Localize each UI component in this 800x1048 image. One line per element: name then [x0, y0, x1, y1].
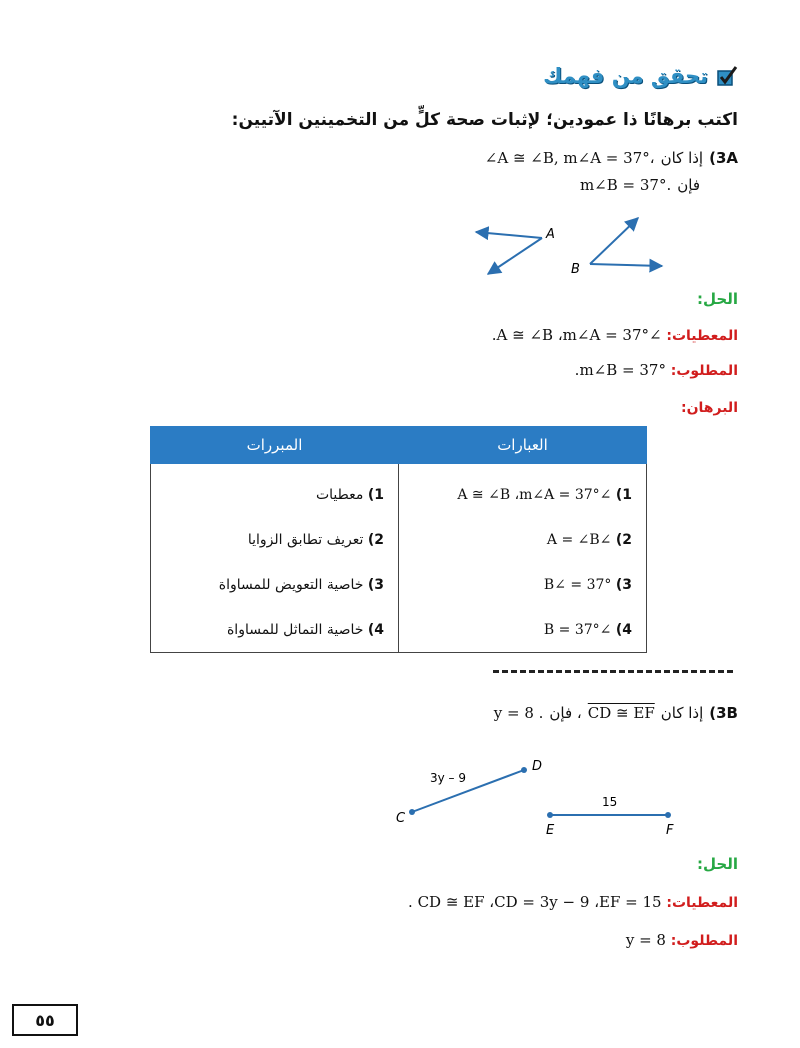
- reason: خاصية التماثل للمساواة: [226, 621, 364, 638]
- prove-math: y = 8: [625, 931, 666, 949]
- q3b-number: 3B): [709, 704, 738, 722]
- proof-label: البرهان:: [681, 400, 738, 416]
- prove-line-2: [626, 931, 738, 949]
- label-c: C: [396, 811, 406, 826]
- q3b-conclusion-math: y = 8 .: [493, 704, 544, 722]
- given-line-2: [408, 893, 738, 911]
- q3a-prefix: إذا كان: [660, 149, 704, 167]
- page-number: ٥٥: [12, 1004, 78, 1036]
- section-header: [543, 64, 738, 88]
- reason: تعريف تطابق الزوايا: [247, 531, 364, 548]
- checkbox-check-icon: [716, 65, 738, 87]
- row-number: 1): [367, 486, 384, 503]
- segment-ef-length: 15: [602, 795, 618, 809]
- label-a: A: [546, 227, 555, 242]
- two-column-proof-table: [150, 426, 647, 653]
- label-f: F: [666, 823, 674, 838]
- section-title: تحقق من فهمك: [543, 64, 708, 88]
- q3b-line: [494, 704, 738, 722]
- statement: ∠A = ∠B: [546, 531, 612, 548]
- table-row: [151, 607, 647, 653]
- angle-b: [590, 218, 662, 266]
- solution-heading: الحل:: [697, 290, 738, 308]
- segment-cd-length: 3y – 9: [430, 771, 466, 785]
- q3b-condition-math: CD ≅ EF: [587, 704, 655, 722]
- statement: 37° = ∠B: [543, 576, 612, 593]
- row-number: 1): [615, 486, 632, 503]
- segment-cd: [409, 767, 527, 815]
- row-number: 2): [367, 531, 384, 548]
- table-row: [151, 464, 647, 518]
- label-b: B: [571, 262, 580, 277]
- row-number: 3): [615, 576, 632, 593]
- proof-line: [681, 398, 738, 416]
- solution-heading: الحل:: [697, 855, 738, 873]
- q3a-conclusion-math: m∠B = 37°.: [579, 176, 672, 194]
- dashed-separator: [493, 670, 733, 673]
- given-label: المعطيات:: [666, 328, 738, 344]
- given-line-1: [492, 326, 738, 344]
- q3a-line2: [580, 176, 700, 194]
- row-number: 2): [615, 531, 632, 548]
- q3a-then: فإن: [677, 176, 700, 194]
- prove-label: المطلوب:: [670, 363, 738, 379]
- table-row: [151, 517, 647, 562]
- q3b-then: ، فإن: [549, 704, 582, 722]
- angle-a: [476, 232, 542, 274]
- angles-figure: [470, 212, 670, 284]
- instruction-text: اكتب برهانًا ذا عمودين؛ لإثبات صحة كلٍّ من التخمينين الآتيين:: [231, 110, 738, 130]
- table-row: [151, 562, 647, 607]
- label-d: D: [532, 759, 543, 774]
- statement: ∠A ≅ ∠B ،m∠A = 37°: [457, 486, 612, 503]
- row-number: 4): [615, 621, 632, 638]
- given-math: ∠A ≅ ∠B ،m∠A = 37°.: [491, 326, 662, 344]
- header-reasons: المبررات: [151, 427, 399, 464]
- q3b-prefix: إذا كان: [660, 704, 704, 722]
- label-e: E: [546, 823, 555, 838]
- reason: معطيات: [315, 486, 364, 503]
- statement: ∠B = 37°: [543, 621, 612, 638]
- given-label: المعطيات:: [666, 895, 738, 911]
- given-math: CD ≅ EF ،CD = 3y − 9 ،EF = 15 .: [408, 893, 662, 911]
- reason: خاصية التعويض للمساواة: [218, 576, 364, 593]
- header-statements: العبارات: [399, 427, 647, 464]
- row-number: 3): [367, 576, 384, 593]
- solution-label-1: [697, 290, 738, 308]
- solution-label-2: [697, 855, 738, 873]
- row-number: 4): [367, 621, 384, 638]
- q3a-number: 3A): [709, 149, 738, 167]
- prove-math: m∠B = 37°.: [574, 361, 666, 379]
- q3a-condition-math: ∠A ≅ ∠B, m∠A = 37°،: [484, 149, 655, 167]
- prove-label: المطلوب:: [670, 933, 738, 949]
- q3a-line1: [485, 149, 738, 167]
- segments-figure: [388, 752, 698, 842]
- segment-ef: [547, 812, 671, 818]
- prove-line-1: [575, 361, 738, 379]
